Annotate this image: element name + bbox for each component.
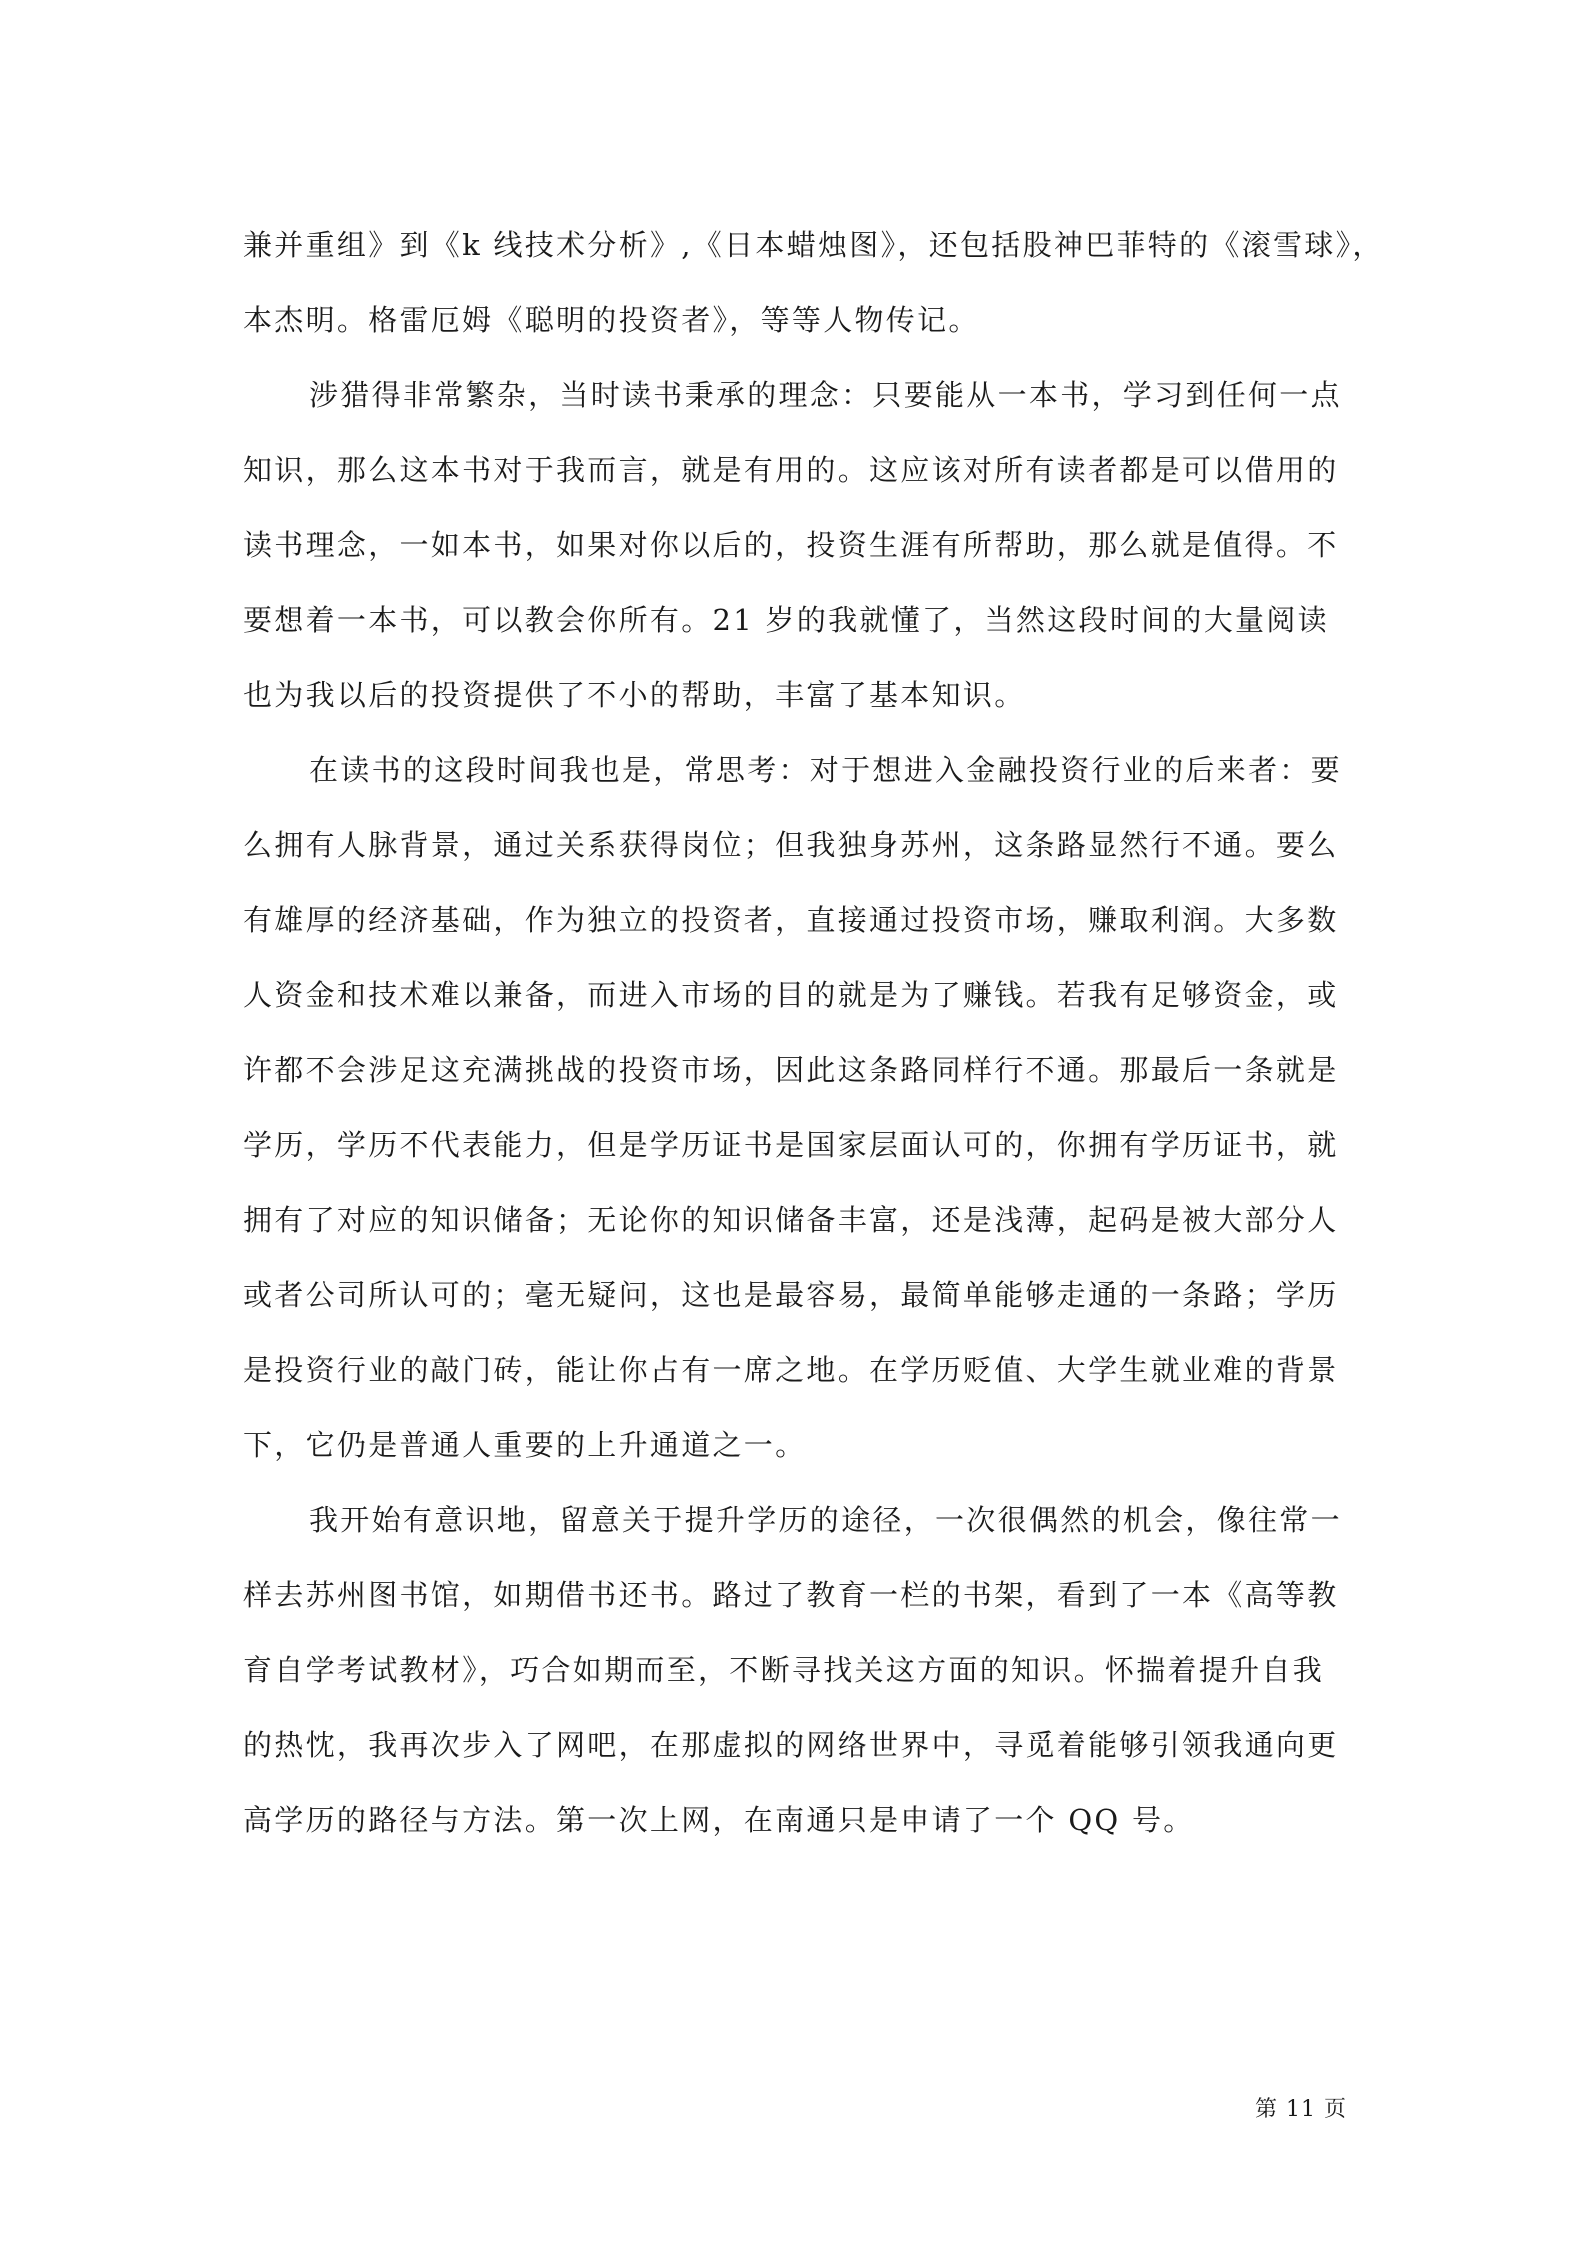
text-line: 是投资行业的敲门砖，能让你占有一席之地。在学历贬值、大学生就业难的背景 [243,1353,1339,1387]
text-line: 也为我以后的投资提供了不小的帮助，丰富了基本知识。 [243,678,1026,712]
paragraph-first-line: 涉猎得非常繁杂，当时读书秉承的理念：只要能从一本书，学习到任何一点 [309,378,1342,412]
text-line: 许都不会涉足这充满挑战的投资市场，因此这条路同样行不通。那最后一条就是 [243,1053,1339,1087]
text-line: 拥有了对应的知识储备；无论你的知识储备丰富，还是浅薄，起码是被大部分人 [243,1203,1339,1237]
text-line: 高学历的路径与方法。第一次上网，在南通只是申请了一个 QQ 号。 [243,1803,1195,1837]
text-line: 兼并重组》到《k 线技术分析》,《日本蜡烛图》，还包括股神巴菲特的《滚雪球》， [243,228,1384,262]
text-line: 或者公司所认可的；毫无疑问，这也是最容易，最简单能够走通的一条路；学历 [243,1278,1339,1312]
text-line: 下，它仍是普通人重要的上升通道之一。 [243,1428,807,1462]
page-number: 第 11 页 [1255,2097,1347,2122]
text-line: 育自学考试教材》，巧合如期而至，不断寻找关这方面的知识。怀揣着提升自我 [243,1653,1325,1687]
text-line: 本杰明。格雷厄姆《聪明的投资者》，等等人物传记。 [243,303,980,337]
text-line: 有雄厚的经济基础，作为独立的投资者，直接通过投资市场，赚取利润。大多数 [243,903,1339,937]
text-line: 的热忱，我再次步入了网吧，在那虚拟的网络世界中，寻觅着能够引领我通向更 [243,1728,1339,1762]
text-line: 知识，那么这本书对于我而言，就是有用的。这应该对所有读者都是可以借用的 [243,453,1339,487]
paragraph-first-line: 在读书的这段时间我也是，常思考：对于想进入金融投资行业的后来者：要 [309,753,1342,787]
text-line: 学历，学历不代表能力，但是学历证书是国家层面认可的，你拥有学历证书，就 [243,1128,1339,1162]
text-line: 要想着一本书，可以教会你所有。21 岁的我就懂了，当然这段时间的大量阅读 [243,603,1329,637]
text-line: 读书理念，一如本书，如果对你以后的，投资生涯有所帮助，那么就是值得。不 [243,528,1339,562]
text-line: 人资金和技术难以兼备，而进入市场的目的就是为了赚钱。若我有足够资金，或 [243,978,1339,1012]
paragraph-first-line: 我开始有意识地，留意关于提升学历的途径，一次很偶然的机会，像往常一 [309,1503,1342,1537]
text-line: 么拥有人脉背景，通过关系获得岗位；但我独身苏州，这条路显然行不通。要么 [243,828,1339,862]
text-line: 样去苏州图书馆，如期借书还书。路过了教育一栏的书架，看到了一本《高等教 [243,1578,1339,1612]
body-text [243,208,1384,1858]
